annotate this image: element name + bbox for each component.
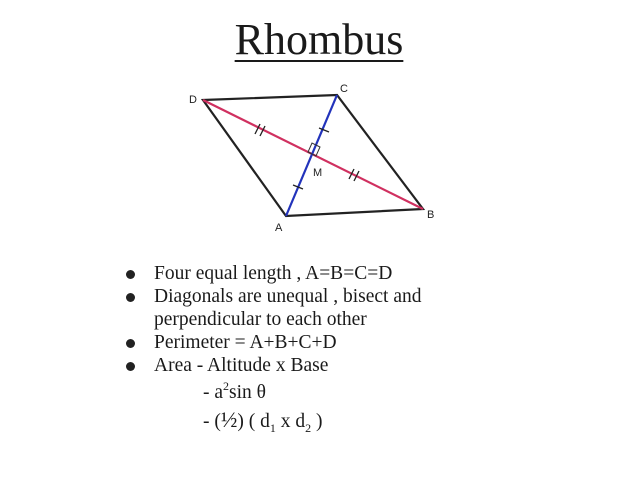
label-a: A — [275, 222, 283, 234]
label-d: D — [189, 94, 197, 106]
page-title: Rhombus — [234, 15, 404, 64]
label-m: M — [313, 167, 323, 179]
bullet-dot-icon — [126, 293, 135, 302]
bullet-item: Diagonals are unequal , bisect and — [123, 285, 623, 308]
label-b: B — [427, 209, 435, 221]
bullet-item: Perimeter = A+B+C+D — [123, 331, 623, 354]
bullet-dot-icon — [126, 270, 135, 279]
formula-sine: - $a^2\sin$ θ — [203, 379, 267, 403]
property-list — [123, 262, 623, 438]
bullet-item: Area - Altitude x Base — [123, 354, 623, 377]
bullet-continuation: perpendicular to each other — [154, 309, 367, 330]
bullet-item: Four equal length , A=B=C=D — [123, 262, 623, 285]
bullet-dot-icon — [126, 339, 135, 348]
label-c: C — [340, 83, 348, 95]
formula-diagonals: - (½) ( $d_1$ x $d_2$ ) — [203, 407, 323, 435]
rhombus-diagram — [175, 75, 450, 240]
diagonal-ac — [286, 95, 337, 216]
bullet-dot-icon — [126, 362, 135, 371]
